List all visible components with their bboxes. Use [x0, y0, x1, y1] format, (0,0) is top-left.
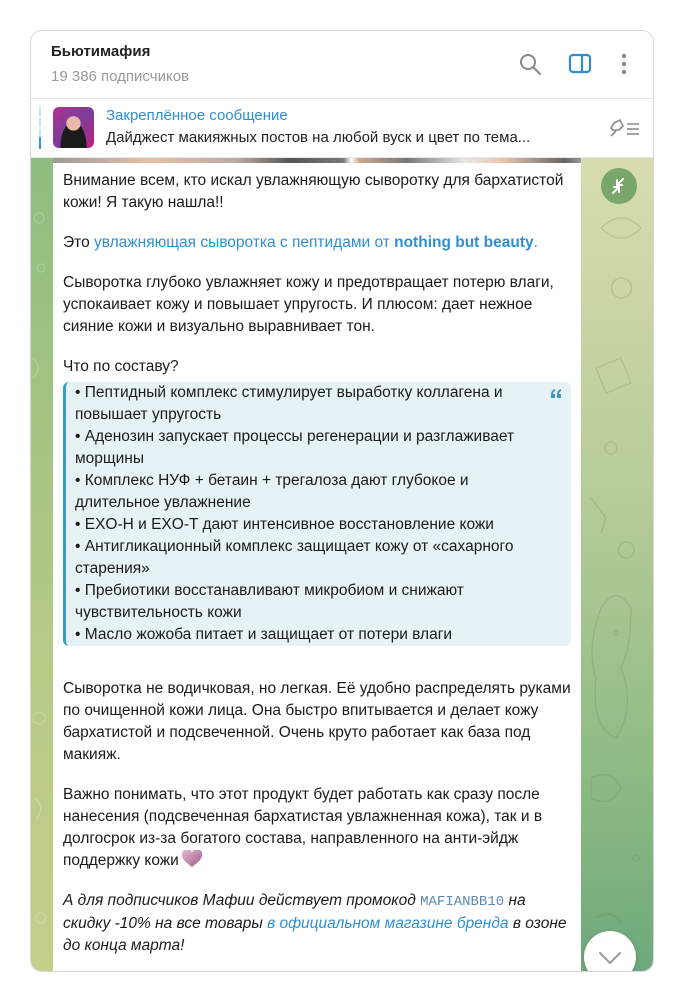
text-span: Важно понимать, что этот продукт будет работать как сразу после нанесения (подсвеченная бархатистая увлажненная кожа), так и в долгосрок из-за богатого состава, направленного на анти-эйдж поддержку кожи	[63, 786, 543, 869]
quote-icon	[549, 386, 563, 400]
chat-area[interactable]	[31, 158, 653, 971]
more-vertical-icon[interactable]	[611, 51, 637, 77]
promo-code[interactable]: MAFIANBB10	[420, 894, 505, 910]
quote-item: • Пребиотики восстанавливают микробиом и снижают чувствительность кожи	[75, 582, 464, 621]
collapse-button[interactable]	[601, 168, 637, 204]
text-span: Это	[63, 234, 94, 251]
pinned-indicator	[39, 107, 41, 149]
collapse-arrows-icon	[601, 168, 637, 204]
chat-wallpaper-right	[581, 158, 653, 971]
quote-item: • Пептидный комплекс стимулирует выработку коллагена и повышает упругость	[75, 384, 503, 423]
message-paragraph: Внимание всем, кто искал увлажняющую сыворотку для бархатистой кожи! Я такую нашла!!	[63, 172, 564, 211]
wallpaper-doodles-icon	[581, 158, 653, 971]
message-text	[63, 170, 573, 957]
product-link[interactable]: увлажняющая сыворотка с пептидами от	[94, 234, 395, 251]
message-paragraph	[63, 784, 573, 872]
pinned-text: Дайджест макияжных постов на любой вуск и цвет по тема...	[106, 129, 531, 146]
subscriber-count: 19 386 подписчиков	[51, 68, 190, 85]
pinned-message-bar[interactable]	[31, 99, 653, 158]
message-paragraph: Что по составу?	[63, 358, 179, 375]
message-paragraph	[63, 890, 573, 957]
scroll-down-button[interactable]	[584, 931, 636, 971]
quote-item: • Комплекс НУФ + бетаин + трегалоза дают глубокое и длительное увлажнение	[75, 472, 469, 511]
sidebar-toggle-icon[interactable]	[567, 51, 593, 77]
text-span: .	[533, 234, 538, 251]
message-paragraph: Сыворотка не водичковая, но легкая. Её удобно распределять руками по очищенной кожи лица. Она быстро впитывается и делает кожу бархатистой и подсвеченной. Очень круто работает как база под макияж.	[63, 680, 571, 763]
message-paragraph	[63, 232, 573, 254]
text-span: А для подписчиков Мафии действует промокод	[63, 892, 421, 909]
channel-title[interactable]: Бьютимафия	[51, 43, 151, 60]
brand-link[interactable]: nothing but beauty	[394, 234, 534, 251]
wallpaper-doodles-icon	[31, 158, 53, 971]
quote-item: • Аденозин запускает процессы регенерации и разглаживает морщины	[75, 428, 515, 467]
message-paragraph: Сыворотка глубоко увлажняет кожу и предотвращает потерю влаги, успокаивает кожу и повышает упругость. И плюсом: дает нежное сияние кожи и визуально выравнивает тон.	[63, 274, 554, 335]
message-bubble[interactable]	[53, 158, 581, 971]
chevron-down-icon	[584, 931, 636, 971]
quote-item: • EXO-H и EXO-T дают интенсивное восстановление кожи	[75, 516, 494, 533]
store-link[interactable]: в официальном магазине бренда	[267, 915, 509, 932]
heart-emoji-icon	[182, 850, 202, 868]
search-icon[interactable]	[517, 51, 543, 77]
message-photo[interactable]	[53, 158, 581, 163]
pinned-list-icon[interactable]	[607, 117, 641, 139]
pinned-title: Закреплённое сообщение	[106, 107, 288, 124]
blockquote	[63, 382, 571, 646]
text-span: на скидку -10% на все товары	[63, 892, 526, 932]
quote-item: • Масло жожоба питает и защищает от потери влаги	[75, 626, 453, 643]
telegram-window	[30, 30, 654, 972]
chat-wallpaper-left	[31, 158, 53, 971]
pinned-thumbnail	[53, 107, 94, 148]
channel-header[interactable]	[31, 31, 653, 99]
quote-item: • Антигликационный комплекс защищает кожу от «сахарного старения»	[75, 538, 514, 577]
store-text-suffix: в озоне до конца марта!	[63, 915, 567, 954]
